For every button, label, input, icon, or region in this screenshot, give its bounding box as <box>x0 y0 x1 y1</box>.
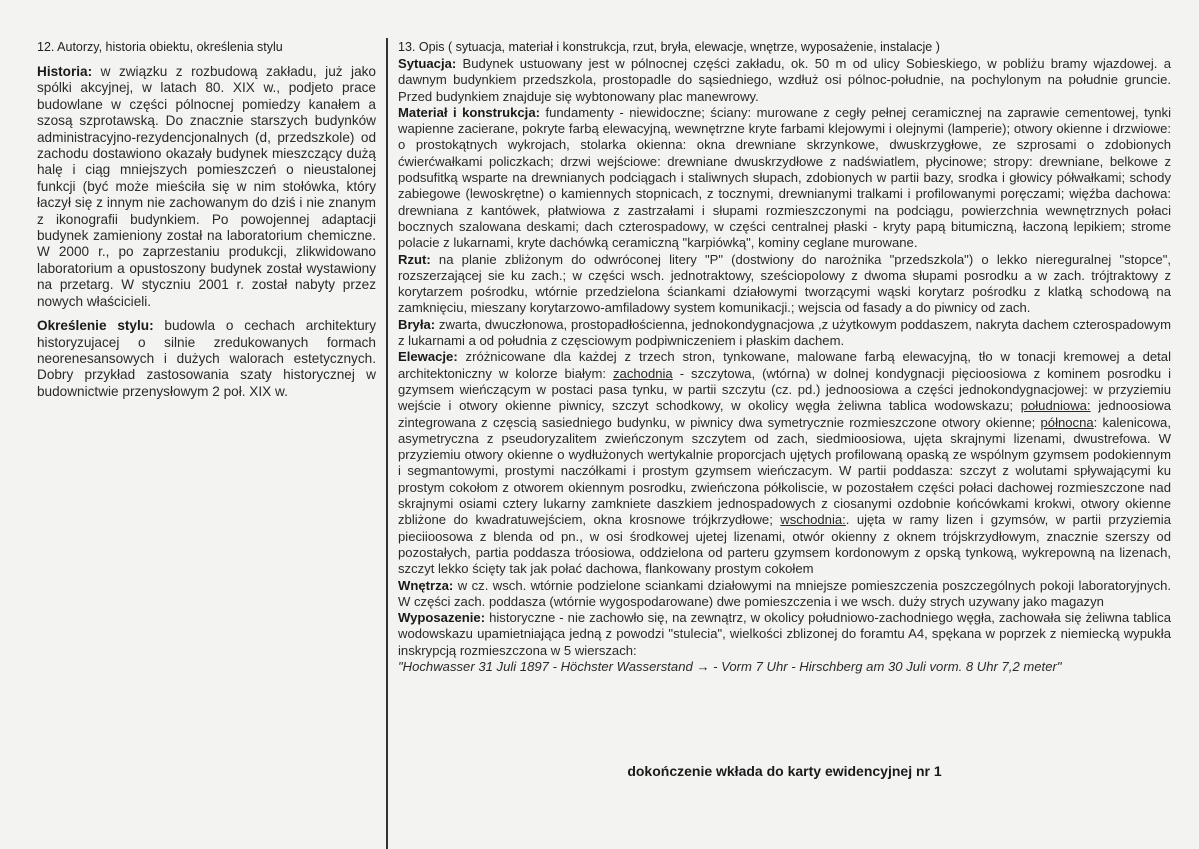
wyposazenie-paragraph <box>398 610 1171 659</box>
elewacja-zachodnia: zachodnia <box>613 365 673 381</box>
bryla-label: Bryła: <box>398 316 436 332</box>
section-13 <box>398 40 1171 675</box>
elewacje-text: jednoosiowa zintegrowana z częscią sasiedniego budynku, w piwnicy dwa symetrycznie rozmieszczone otwory okienne; <box>398 398 1172 430</box>
wnetrza-label: Wnętrza: <box>398 577 454 593</box>
material-text: fundamenty - niewidoczne; ściany: murowane z cegły pełnej ceramicznej na zaprawie cementowej, tynki wapienne zacierane, pokryte farbą elewacyjną, wewnętrzne kryte farbami klejowymi i olejnymi (lamperie); otwory okienne i drzwiowe: o prostokątnych wykrojach, stolarka okienna: okna drewniane skrzynkowe, dwuskrzygłowe, ze szprosami o zdobionych ćwierćwałkami policzkach; drzwi wejściowe: drewniane dwuskrzydłowe z nadświatlem, płycinowe; stropy: drewniane, belkowe z podsufitką wsparte na drewnianych podciągach i staliwnych słupach, zdobionych w partii bazy, srodka i głowicy półwałkami; schody zabiegowe (lewoskrętne) o kamiennych stopnicach, z tocznymi, drewnianymi tralkami i profilowanymi poręczami; więźba dachowa: drewniana z kantówek, płatwiowa z zastrzałami i słupami rozmieszczonymi na podciągu, powierzchnia wewnętrznych połaci bocznych szalowana deskami; dach czterospadowy, w części centralnej płaski - kryty papą bitumiczną, łaczoną lepikiem; strome polacie z lukarnami, kryte dachówką ceramiczną "karpiówką", kominy ceglane murowane. <box>398 104 1171 251</box>
wyposazenie-text: historyczne - nie zachowło się, na zewnątrz, w okolicy południowo-zachodniego węgła, zachowała się żeliwna tablica wodowskazu upamietniająca jedną z powodzi "stulecia", wielkości zblizonej do foramtu A4, spękana w poprzek z niemiecką wypukła inskrypcją rozmieszczona w 5 wierszach: <box>398 610 1171 658</box>
elewacje-label: Elewacje: <box>398 349 458 365</box>
rzut-text: na planie zbliżonym do odwróconej litery "P" (dostwiony do narożnika "przedszkola") o lekko niereguralnej "stopce", rozszerzającej sie ku zach.; w części wsch. jednotraktowy, sześciopolowy z dwoma słupami posrodku a w zach. trójtraktowy z korytarzem pośrodku, wtórnie przedzielona ściankami działowymi tworzącymi wąski korytarz pośrodku z klatką schodową na zamknięciu, mieszany korytarzowo-amfiladowy system komunikacji.; wejscia od fasady a do piwnicy od zach. <box>398 251 1171 316</box>
elewacja-polnocna: północna <box>1040 414 1094 430</box>
rzut-label: Rzut: <box>398 251 431 267</box>
section-12-heading: 12. Autorzy, historia obiektu, określenia stylu <box>37 40 283 54</box>
historia-text: w związku z rozbudową zakładu, już jako spólki akcyjnej, w latach 80. XIX w., podjeto prace budowlane w części pólnocnej pomiedzy kanałem a szosą szprotawską. Do znacznie starszych budynków administracyjno-rezydencjonalnych (d, przedszkole) od zachodu dostawiono okazały budynek mieszczący dużą halę i ciąg mniejszych pomieszczeń o nieustalonej funkcji (być może mieściła się w nim stołówka, który łaczył się z innym nie zachowanym do dziś i nie znanym z ikonografii budynkiem. Po powojennej adaptacji budynek zamieniony został na laboratorium chemiczne. W 2000 r., po zaprzestaniu produkcji, zlikwidowano laboratorium a opustoszony budynek został wystawiony na przetarg. W styczniu 2001 r. został nabyty przez nowych właścicieli. <box>37 64 376 309</box>
footer-note: dokończenie wkłada do karty ewidencyjnej nr 1 <box>627 763 942 779</box>
column-divider <box>386 38 388 849</box>
styl-paragraph <box>37 318 376 400</box>
elewacje-paragraph <box>398 349 1171 577</box>
sytuacja-paragraph <box>398 56 1171 105</box>
elewacje-text: - szczytowa, (wtórna) w dolnej kondygnacji pięcioosiowa z kominem posrodku i gzymsem wieńczącym w postaci pasa tynku, w partii szczytu (cz. pd.) jednoosiowa a części jednokondygnacjowej: w przyziemiu wejście i otwory okienne piwnicy, szczyt schodkowy, w okolicy węgła żeliwna tablica wodowskazu; <box>398 365 1171 414</box>
elewacje-text: . ujęta w ramy lizen i gzymsów, w partii przyziemia pieciioosowa z blenda od pn., w osi środkowej ujetej lizenami, otwór okienny z oknem trójskrzydłowym, znacznie szerszy od pozostałych, partia poddasza tróosiowa, oddzielona od parteru gzymsem kordonowym z opską tynkową, wykrepowną na lizenach, szczyt lekko ścięty tak jak połać dachowa, flankowany prostym cokołem <box>398 512 1171 577</box>
styl-text: budowla o cechach architektury historyzujacej o silnie zredukowanych formach neorenesansowych i dużych walorach estetycznych. Dobry przykład zastosowania szaty historycznej w budownictwie przenysłowym 2 poł. XIX w. <box>37 318 376 399</box>
wnetrza-text: w cz. wsch. wtórnie podzielone sciankami działowymi na mniejsze pomieszczenia poszczególnych pokoji laboratoryjnych. W części zach. poddasza (wtórnie wygospodarowane) dwe pomieszczenia i we wsch. duży strych uzywany jako magazyn <box>398 577 1171 609</box>
wnetrza-paragraph <box>398 578 1171 611</box>
material-paragraph <box>398 105 1171 252</box>
bryla-text: zwarta, dwuczłonowa, prostopadłościenna, jednokondygnacjowa ,z użytkowym poddaszem, nakryta dachem czterospadowym z lukarnami a od południa z częsciowym podpiwniczeniem i płaskim dachem. <box>398 316 1171 349</box>
sytuacja-text: Budynek ustuowany jest w pólnocnej części zakładu, ok. 50 m od ulicy Sobieskiego, w pobliżu bramy wjazdowej. a dawnym budynkiem przedszkola, prostopadle do sąsiedniego, wzdłuż osi pólnoc-południe, na pochylonym na południe gruncie. Przed budynkiem znajduje się wybtonowany plac manewrowy. <box>398 56 1171 104</box>
inscription-quote: "Hochwasser 31 Juli 1897 - Höchster Wasserstand → - Vorm 7 Uhr - Hirschberg am 30 Juli vorm. 8 Uhr 7,2 meter" <box>398 658 1062 674</box>
styl-label: Określenie stylu: <box>37 318 154 334</box>
material-label: Materiał i konstrukcja: <box>398 104 540 120</box>
bryla-paragraph <box>398 317 1171 350</box>
section-12 <box>37 40 376 408</box>
historia-label: Historia: <box>37 64 93 79</box>
elewacja-wschodnia: wschodnia: <box>780 512 846 528</box>
rzut-paragraph <box>398 252 1171 317</box>
historia-paragraph <box>37 64 376 310</box>
wyposazenie-label: Wyposazenie: <box>398 610 486 626</box>
elewacje-text: : kalenicowa, asymetryczna z pseudoryzalitem zwieńczonym szczytem od zach, siedmioosiowa, ujęta skrajnymi lizenami, dwustrefowa. W przyziemiu otwory okienne o wydłużonych wertykalnie proporcjach ujętych profilowaną opaską ze wspólnym gzymsem podokiennym i segmantowymi, prostymi naczółkami i prostym gzymsem wieńczacym. W partii poddasza: szczyt z wolutami spływającymi ku prostym cokołom z otworem okiennym posrodku, zwieńczona półkoliscie, w pozostałem części połaci dachowej rozmieszczone nad skrajnymi osiami cztery lukarny zamkniete daszkiem jednospadowych z ciosanymi ozdobnie końcówkami krokwi, otwory okienne zbliżone do kwadratuwejściem, okna krosnowe trójkrzydłowe; <box>398 414 1171 528</box>
sytuacja-label: Sytuacja: <box>398 56 457 71</box>
section-13-heading: 13. Opis ( sytuacja, materiał i konstrukcja, rzut, bryła, elewacje, wnętrze, wyposażenie, instalacje ) <box>398 40 940 54</box>
elewacje-text: zróżnicowane dla każdej z trzech stron, tynkowane, malowane farbą elewacyjną, tło w tonacji kremowej a detal architektoniczny w kolorze białym: <box>398 349 1171 381</box>
elewacja-poludniowa: południowa: <box>1020 398 1091 414</box>
